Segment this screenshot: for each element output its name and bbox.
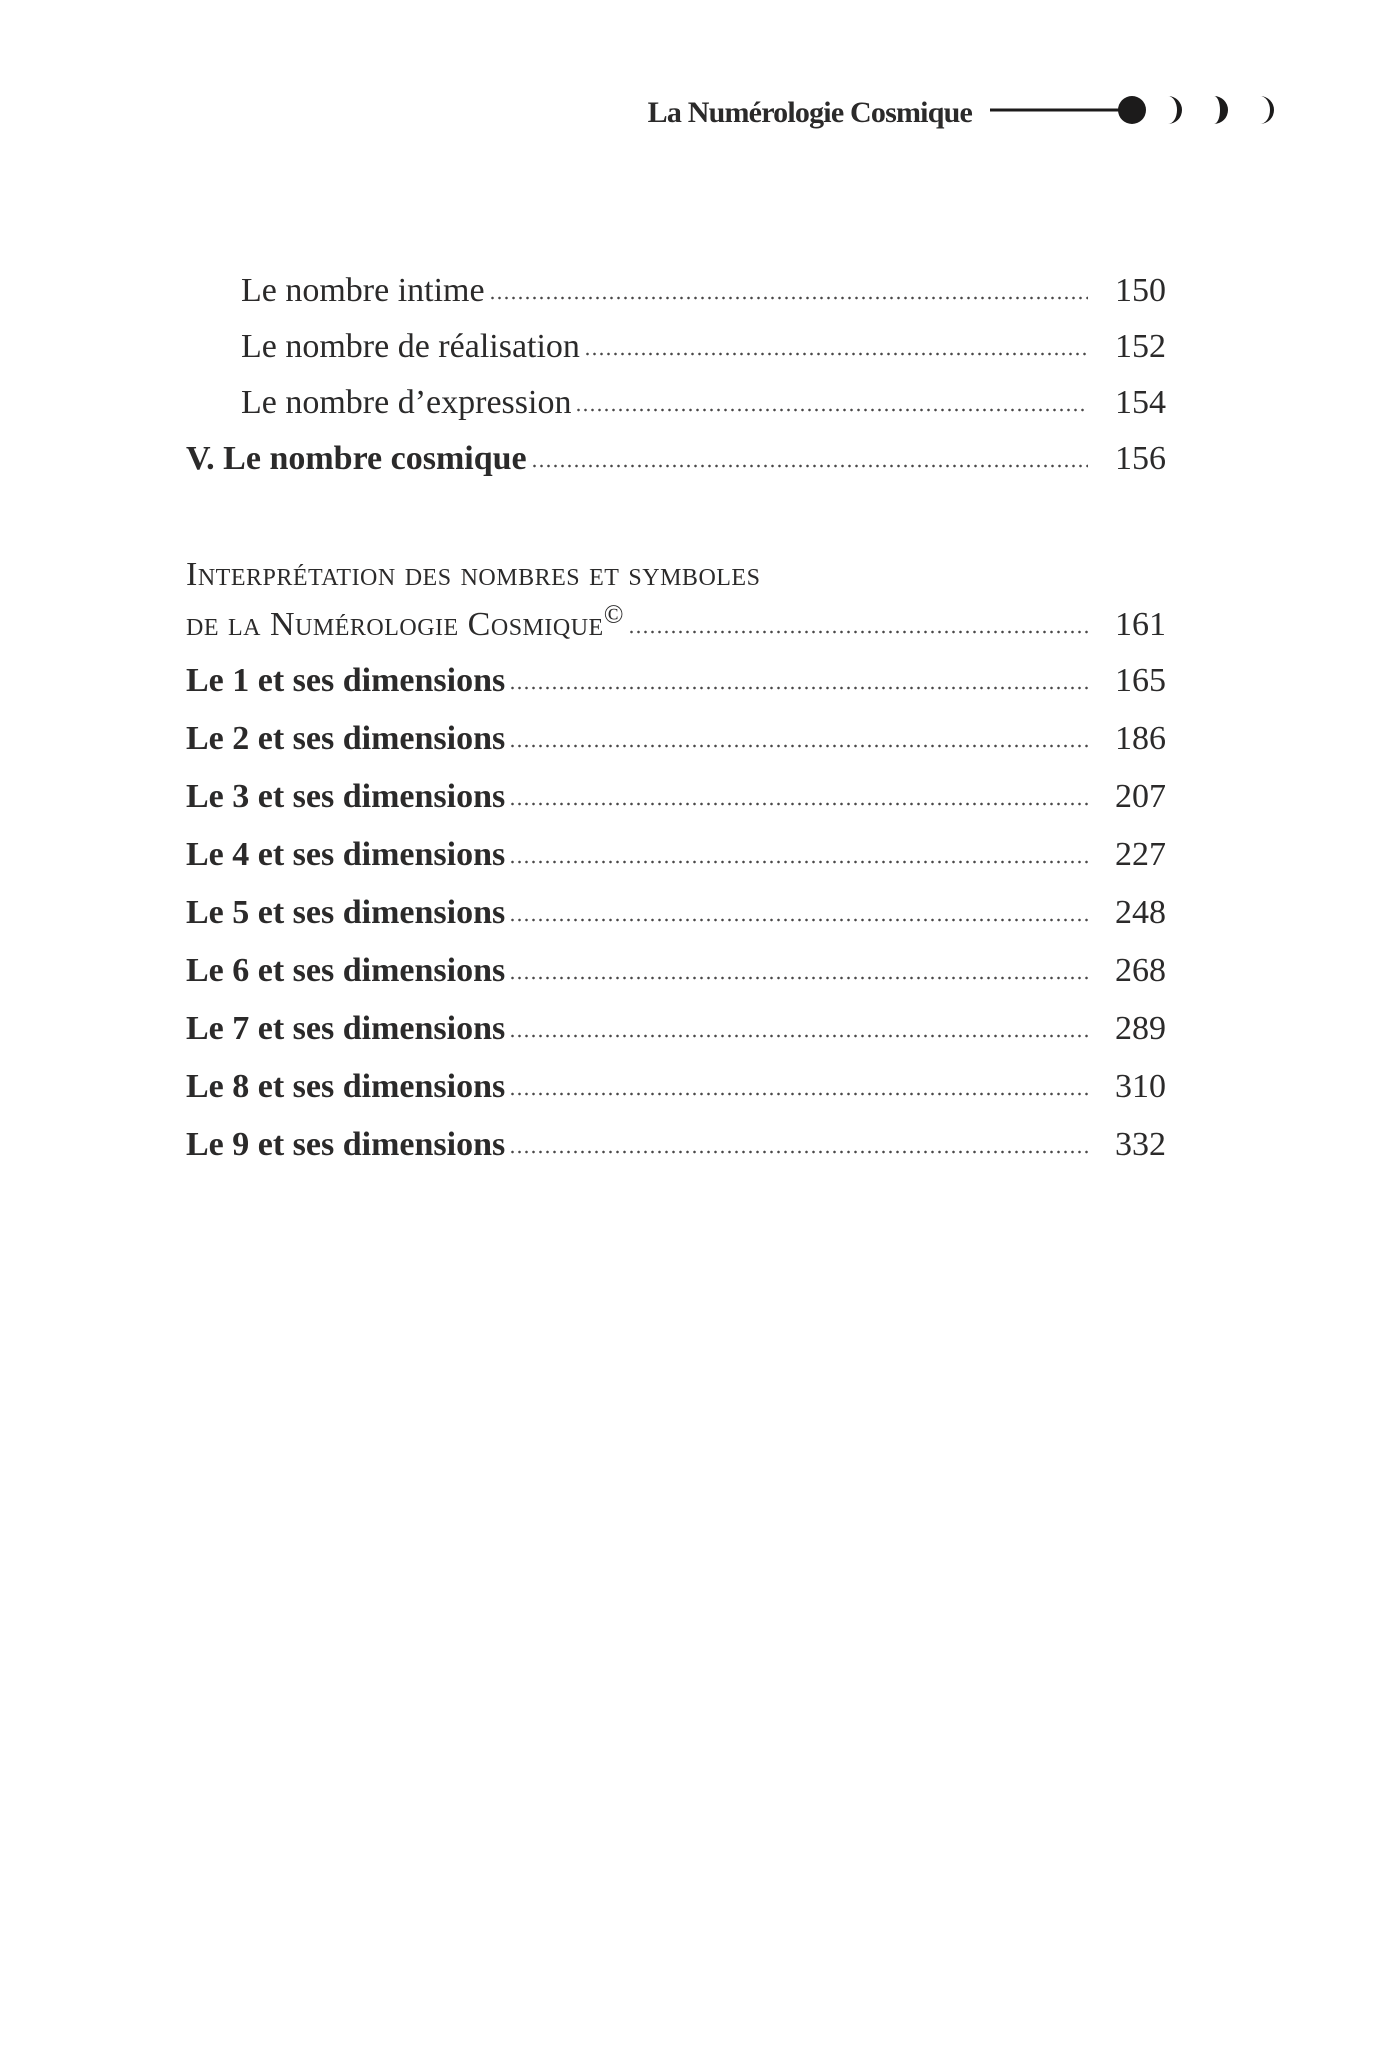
toc-entry-label: Le 9 et ses dimensions [186, 1126, 506, 1163]
toc-entry[interactable] [186, 952, 1166, 1010]
dot-leader [509, 975, 1088, 981]
dot-leader [509, 743, 1088, 749]
dot-leader [509, 1091, 1088, 1097]
toc-section-entry[interactable] [186, 599, 1166, 662]
dot-leader [509, 1033, 1088, 1039]
toc-entry[interactable] [186, 836, 1166, 894]
dot-leader [531, 463, 1088, 469]
running-header [0, 88, 1400, 138]
dot-leader [509, 859, 1088, 865]
toc-entry-page: 310 [1115, 1068, 1166, 1105]
toc-entry-label: Le 1 et ses dimensions [186, 662, 506, 699]
dot-leader [628, 629, 1088, 635]
toc-entry-page: 152 [1115, 328, 1166, 365]
toc-entry-label: Le 8 et ses dimensions [186, 1068, 506, 1105]
toc-entry-page: 156 [1115, 440, 1166, 477]
toc-entry-label: Le nombre d’expression [241, 384, 572, 421]
toc-entry-page: 268 [1115, 952, 1166, 989]
dot-leader [509, 801, 1088, 807]
section-heading-text: de la Numérologie Cosmique [186, 606, 604, 643]
toc-entry-cosmic-number[interactable] [186, 440, 1166, 498]
toc-entry-page: 165 [1115, 662, 1166, 699]
dot-leader [509, 1149, 1088, 1155]
toc-entry-page: 227 [1115, 836, 1166, 873]
toc-entry-page: 207 [1115, 778, 1166, 815]
toc-entry-label: Le 6 et ses dimensions [186, 952, 506, 989]
toc-entry[interactable] [186, 894, 1166, 952]
dot-leader [489, 295, 1088, 301]
toc-entry-label [186, 599, 624, 644]
dot-leader [575, 407, 1088, 413]
moon-phases-icon [990, 90, 1290, 134]
toc-entry-page: 248 [1115, 894, 1166, 931]
dot-leader [509, 917, 1088, 923]
toc-entry[interactable] [186, 1126, 1166, 1184]
section-heading-text: Interprétation des nombres et symboles [186, 556, 761, 593]
toc-entry-label: Le nombre intime [241, 272, 485, 309]
toc-entry-label: V. Le nombre cosmique [186, 440, 527, 477]
toc-entry[interactable] [186, 720, 1166, 778]
toc-entry[interactable] [186, 384, 1166, 440]
table-of-contents [186, 272, 1166, 1184]
toc-entry-label: Le 2 et ses dimensions [186, 720, 506, 757]
toc-entry-label: Le 4 et ses dimensions [186, 836, 506, 873]
toc-entry-label: Le nombre de réalisation [241, 328, 580, 365]
toc-entry-page: 186 [1115, 720, 1166, 757]
toc-entry-page: 154 [1115, 384, 1166, 421]
toc-entry[interactable] [186, 328, 1166, 384]
toc-entry[interactable] [186, 272, 1166, 328]
toc-entry-label: Le 3 et ses dimensions [186, 778, 506, 815]
toc-entry[interactable] [186, 1068, 1166, 1126]
toc-entry-label: Le 5 et ses dimensions [186, 894, 506, 931]
dot-leader [509, 685, 1088, 691]
copyright-mark: © [603, 599, 624, 629]
toc-entry-page: 289 [1115, 1010, 1166, 1047]
toc-entry-page: 332 [1115, 1126, 1166, 1163]
toc-entry[interactable] [186, 662, 1166, 720]
dot-leader [584, 351, 1088, 357]
toc-entry-label: Le 7 et ses dimensions [186, 1010, 506, 1047]
running-title: La Numérologie Cosmique [647, 96, 972, 129]
toc-entry-page: 161 [1115, 606, 1166, 643]
section-heading-line [186, 556, 1166, 606]
toc-entry[interactable] [186, 1010, 1166, 1068]
toc-entry[interactable] [186, 778, 1166, 836]
toc-entry-page: 150 [1115, 272, 1166, 309]
